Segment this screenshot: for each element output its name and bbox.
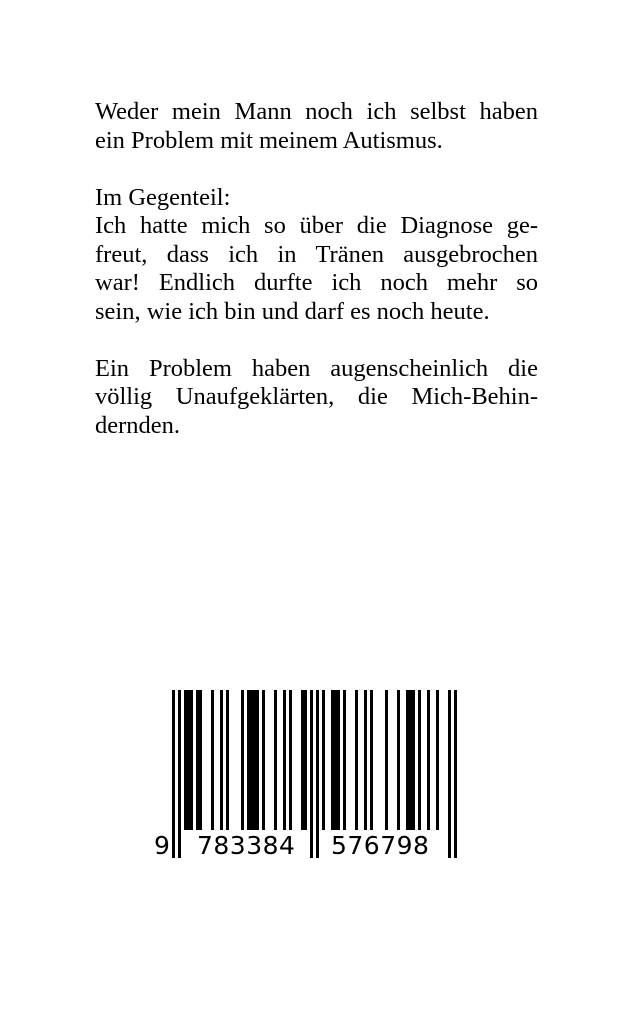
barcode-bar <box>190 690 193 830</box>
barcode-bar <box>226 690 229 830</box>
text-line: Ein Problem haben augenscheinlich die <box>95 354 538 382</box>
text-line: Weder mein Mann noch ich selbst haben <box>95 98 538 125</box>
text-line: ein Problem mit meinem Autismus. <box>95 126 443 154</box>
barcode-bar <box>196 690 199 830</box>
barcode-bar <box>412 690 415 830</box>
barcode-guard-bar <box>178 690 181 858</box>
text-line: dernden. <box>95 411 181 439</box>
barcode-bar <box>370 690 373 830</box>
barcode-right-group: 576798 <box>331 831 430 860</box>
text-line: war! Endlich durfte ich noch mehr so <box>95 269 538 296</box>
barcode-bar <box>397 690 400 830</box>
barcode-bar <box>283 690 286 830</box>
barcode-bar <box>247 690 250 830</box>
barcode-bar <box>334 690 337 830</box>
barcode-bar <box>211 690 214 830</box>
barcode-guard-bar <box>448 690 451 858</box>
back-cover-text <box>95 98 538 469</box>
barcode-bar <box>304 690 307 830</box>
barcode-bar <box>262 690 265 830</box>
barcode-bar <box>253 690 256 830</box>
barcode-bar <box>364 690 367 830</box>
barcode-guard-bar <box>310 690 313 858</box>
barcode-bar <box>385 690 388 830</box>
paragraph-3 <box>95 355 538 441</box>
barcode-first-digit: 9 <box>154 831 171 860</box>
barcode-guard-bar <box>172 690 175 858</box>
paragraph-1 <box>95 98 538 155</box>
paragraph-2 <box>95 184 538 327</box>
barcode-left-group: 783384 <box>197 831 296 860</box>
barcode-bar <box>409 690 412 830</box>
barcode-bar <box>427 690 430 830</box>
barcode-bar <box>331 690 334 830</box>
barcode-bar <box>337 690 340 830</box>
barcode-bar <box>241 690 244 830</box>
barcode-bar <box>274 690 277 830</box>
barcode-bar <box>199 690 202 830</box>
barcode-bar <box>220 690 223 830</box>
barcode-guard-bar <box>454 690 457 858</box>
barcode-bar <box>355 690 358 830</box>
text-line: sein, wie ich bin und darf es noch heute. <box>95 297 490 325</box>
barcode-bar <box>406 690 409 830</box>
text-line: Im Gegenteil: <box>95 183 231 211</box>
barcode-bar <box>256 690 259 830</box>
barcode-bar <box>184 690 187 830</box>
barcode-bar <box>289 690 292 830</box>
text-line: Ich hatte mich so über die Diagnose ge- <box>95 212 538 239</box>
isbn-barcode <box>152 690 462 865</box>
barcode-bar <box>418 690 421 830</box>
barcode-bar <box>301 690 304 830</box>
barcode-bar <box>250 690 253 830</box>
barcode-bar <box>187 690 190 830</box>
barcode-bar <box>322 690 325 830</box>
barcode-guard-bar <box>316 690 319 858</box>
text-line: freut, dass ich in Tränen ausgebrochen <box>95 240 538 268</box>
barcode-bar <box>436 690 439 830</box>
barcode-bar <box>343 690 346 830</box>
text-line: völlig Unaufgeklärten, die Mich-Behin- <box>95 383 538 410</box>
